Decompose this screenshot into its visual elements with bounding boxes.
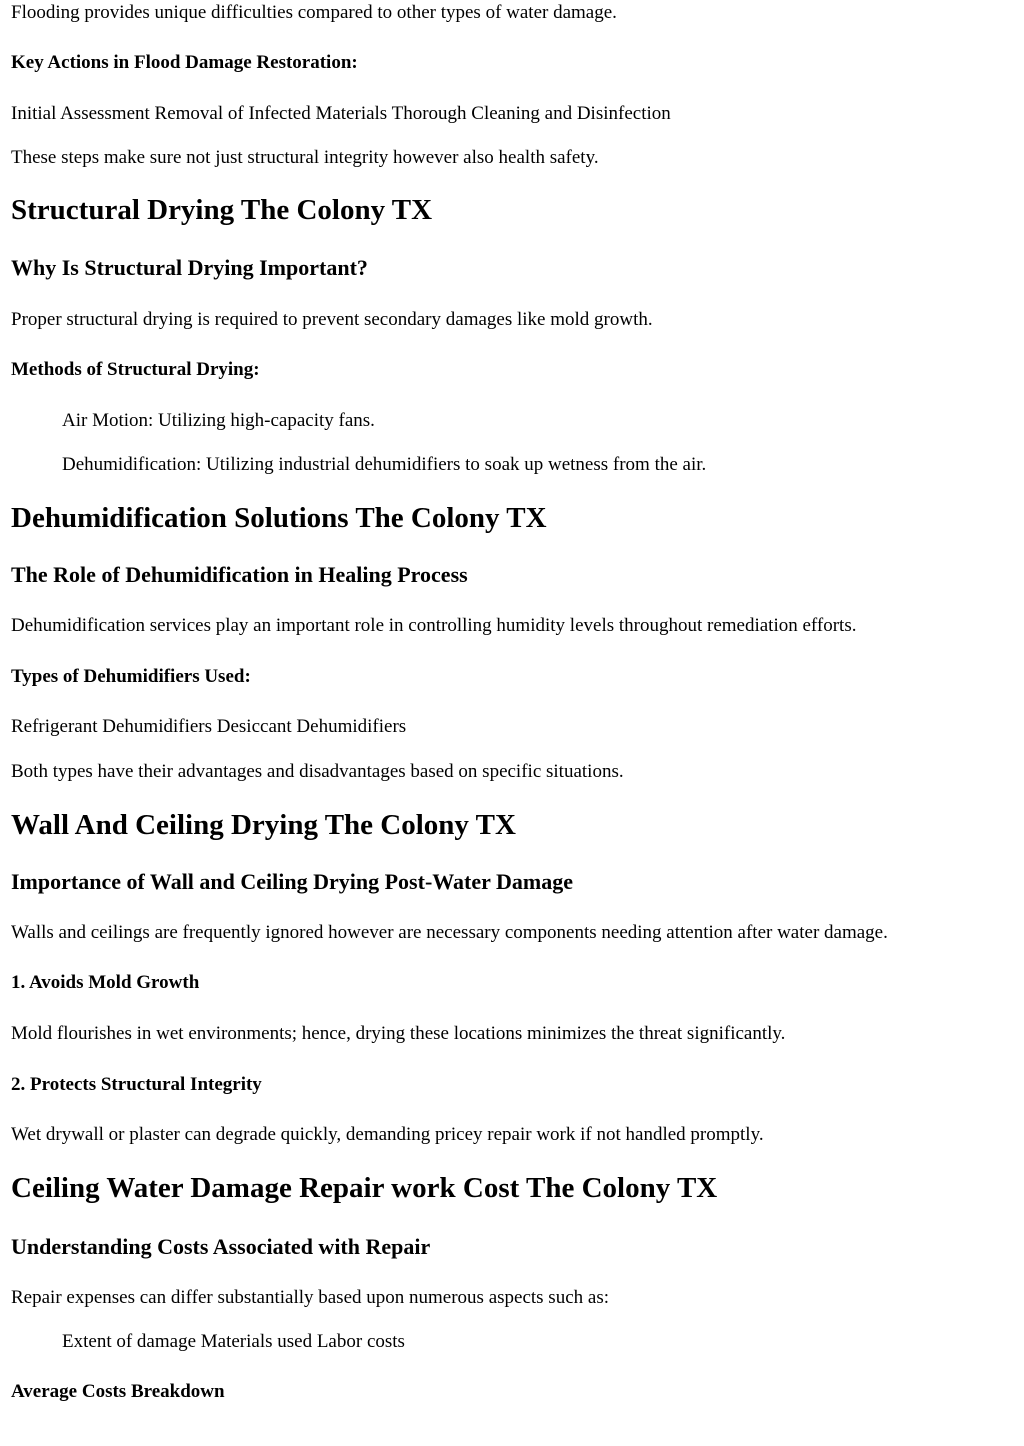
subheading-why-structural-drying: Why Is Structural Drying Important? xyxy=(11,255,368,280)
paragraph-walls-ceilings-ignored: Walls and ceilings are frequently ignored however are necessary components needing attention after water damage. xyxy=(11,922,888,943)
subheading-importance-wall-ceiling: Importance of Wall and Ceiling Drying Post-Water Damage xyxy=(11,869,573,894)
heading-dehumidification-solutions: Dehumidification Solutions The Colony TX xyxy=(11,502,547,534)
paragraph-dehumidification-role: Dehumidification services play an important role in controlling humidity levels throughout remediation efforts. xyxy=(11,615,857,636)
paragraph-types-tradeoffs: Both types have their advantages and disadvantages based on specific situations. xyxy=(11,761,624,782)
paragraph-flooding-difficulties: Flooding provides unique difficulties compared to other types of water damage. xyxy=(11,2,617,23)
paragraph-repair-expenses: Repair expenses can differ substantially based upon numerous aspects such as: xyxy=(11,1287,609,1308)
heading-structural-drying: Structural Drying The Colony TX xyxy=(11,194,433,226)
subheading-avoids-mold: 1. Avoids Mold Growth xyxy=(11,972,200,993)
paragraph-health-safety: These steps make sure not just structural integrity however also health safety. xyxy=(11,147,599,168)
paragraph-restoration-steps: Initial Assessment Removal of Infected Materials Thorough Cleaning and Disinfection xyxy=(11,103,671,124)
list-item-cost-factors: Extent of damage Materials used Labor costs xyxy=(62,1331,405,1352)
heading-wall-ceiling-drying: Wall And Ceiling Drying The Colony TX xyxy=(11,809,516,841)
paragraph-mold-flourishes: Mold flourishes in wet environments; hence, drying these locations minimizes the threat significantly. xyxy=(11,1023,786,1044)
paragraph-dehumidifier-types: Refrigerant Dehumidifiers Desiccant Dehumidifiers xyxy=(11,716,407,737)
subheading-methods-structural-drying: Methods of Structural Drying: xyxy=(11,359,260,380)
subheading-types-of-dehumidifiers: Types of Dehumidifiers Used: xyxy=(11,666,251,687)
subheading-average-costs: Average Costs Breakdown xyxy=(11,1381,225,1402)
list-item-dehumidification: Dehumidification: Utilizing industrial dehumidifiers to soak up wetness from the air. xyxy=(62,454,707,475)
list-item-air-motion: Air Motion: Utilizing high-capacity fans. xyxy=(62,410,375,431)
subheading-protects-integrity: 2. Protects Structural Integrity xyxy=(11,1074,262,1095)
subheading-understanding-costs: Understanding Costs Associated with Repair xyxy=(11,1234,431,1259)
paragraph-wet-drywall: Wet drywall or plaster can degrade quickly, demanding pricey repair work if not handled promptly. xyxy=(11,1124,764,1145)
heading-ceiling-repair-cost: Ceiling Water Damage Repair work Cost The Colony TX xyxy=(11,1172,718,1204)
subheading-key-actions: Key Actions in Flood Damage Restoration: xyxy=(11,52,358,73)
subheading-role-of-dehumidification: The Role of Dehumidification in Healing Process xyxy=(11,562,468,587)
paragraph-structural-drying-required: Proper structural drying is required to prevent secondary damages like mold growth. xyxy=(11,309,653,330)
